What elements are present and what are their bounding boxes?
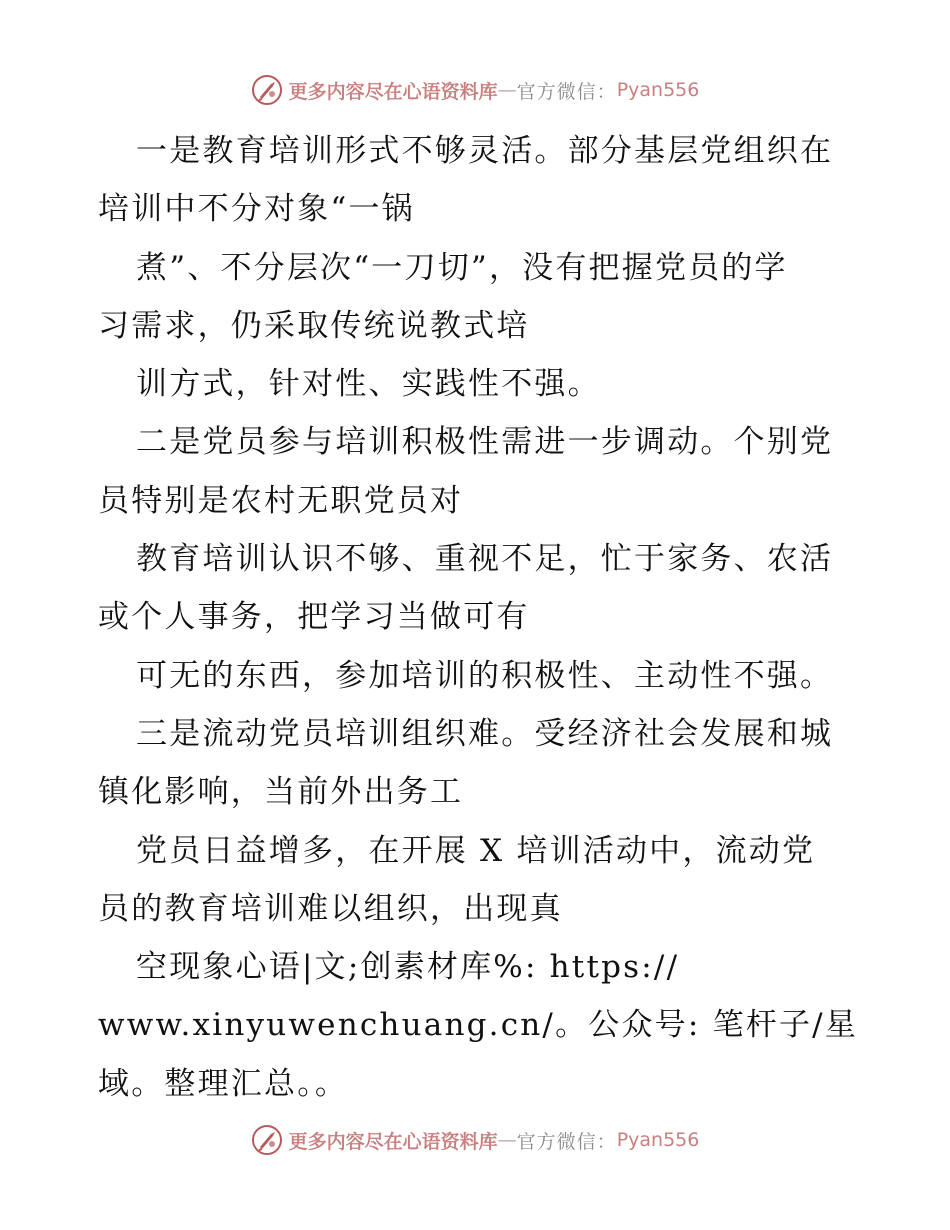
text-line: 煮”、不分层次“一刀切”，没有把握党员的学 xyxy=(136,249,788,286)
watermark-wechat-id: Pyan556 xyxy=(616,1129,700,1151)
text-line: 镇化影响，当前外出务工 xyxy=(98,774,464,811)
text-line: 教育培训认识不够、重视不足，忙于家务、农活 xyxy=(136,541,834,578)
footer-watermark-banner xyxy=(0,1120,950,1160)
watermark-text xyxy=(289,77,700,104)
text-line: 党员日益增多，在开展 X 培训活动中，流动党 xyxy=(136,832,816,869)
text-line: 空现象心语|文;创素材库%: https:// xyxy=(136,949,680,986)
watermark-dash: — xyxy=(497,1129,517,1151)
text-line: 可无的东西，参加培训的积极性、主动性不强。 xyxy=(136,657,834,694)
text-line: 训方式，针对性、实践性不强。 xyxy=(136,366,601,403)
document-body xyxy=(98,122,858,1113)
text-line: 习需求，仍采取传统说教式培 xyxy=(98,307,530,344)
watermark-wechat-label: 官方微信： xyxy=(516,1130,617,1153)
text-line: 培训中不分对象“一锅 xyxy=(98,191,415,228)
watermark-wechat-label: 官方微信： xyxy=(516,80,617,103)
text-line: 一是教育培训形式不够灵活。部分基层党组织在 xyxy=(136,133,834,169)
text-line: 二是党员参与培训积极性需进一步调动。个别党 xyxy=(136,424,834,461)
quill-pen-logo-icon xyxy=(251,1124,283,1156)
watermark-main-text: 更多内容尽在心语资料库 xyxy=(288,1130,498,1153)
text-line: 员特别是农村无职党员对 xyxy=(98,482,464,519)
text-line: www.xinyuwenchuang.cn/。公众号: 笔杆子/星 xyxy=(98,1007,859,1044)
text-line: 域。整理汇总。。 xyxy=(98,1065,349,1102)
text-line: 员的教育培训难以组织，出现真 xyxy=(98,890,563,927)
quill-pen-logo-icon xyxy=(251,74,283,106)
watermark-main-text: 更多内容尽在心语资料库 xyxy=(288,80,498,103)
watermark-wechat-id: Pyan556 xyxy=(616,79,700,101)
watermark-dash: — xyxy=(497,79,517,101)
header-watermark-banner xyxy=(0,70,950,110)
text-line: 或个人事务，把学习当做可有 xyxy=(98,599,530,636)
watermark-text xyxy=(289,1127,700,1154)
text-line: 三是流动党员培训组织难。受经济社会发展和城 xyxy=(136,715,834,752)
